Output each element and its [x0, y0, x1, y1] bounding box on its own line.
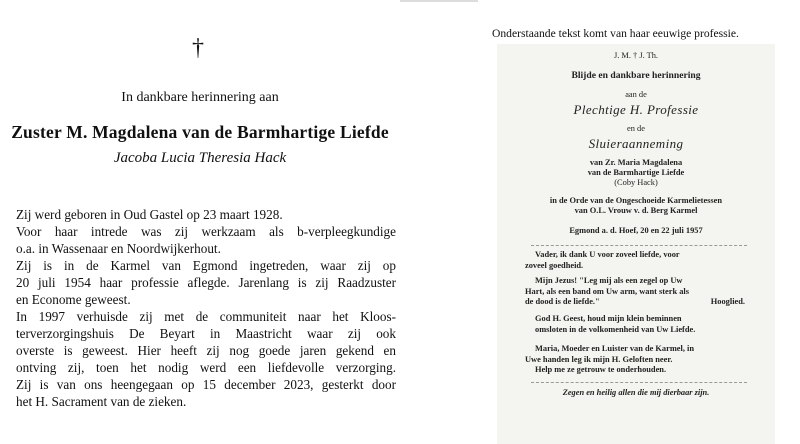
card-title-veil: Sluieraanneming — [588, 136, 684, 151]
biography — [16, 206, 396, 410]
card-aan-de: aan de — [625, 90, 647, 99]
card-prayer-spirit: God H. Geest, houd mijn klein beminnen omsloten in de volkomenheid van Uw Liefde. — [535, 314, 696, 334]
bio-line: het H. Sacrament van de zieken. — [16, 394, 187, 409]
card-closing-blessing: Zegen en heilig allen die mij dierbaar zijn. — [562, 388, 710, 397]
bio-line: Zij is in de Karmel van Egmond ingetreden, waar zij op — [16, 258, 396, 273]
card-prayer-mary: Maria, Moeder en Luister van de Karmel, in Uwe handen leg ik mijn H. Geloften neer. Help me ze getrouw te onderhouden. — [525, 344, 695, 374]
sister-name: Zuster M. Magdalena van de Barmhartige Liefde — [11, 122, 389, 142]
bio-line: 20 juli 1954 haar professie aflegde. Jarenlang is zij Raadzuster — [16, 275, 396, 290]
jmjth-monogram: J. M. † J. Th. — [613, 51, 659, 60]
card-order-line: van O.L. Vrouw v. d. Berg Karmel — [574, 206, 698, 215]
profession-note: Onderstaande tekst komt van haar eeuwige professie. — [492, 27, 739, 40]
card-person-line: van de Barmhartige Liefde — [587, 168, 685, 177]
bio-line: o.a. in Wassenaar en Noordwijkerhout. — [16, 241, 221, 256]
card-divider — [531, 382, 747, 383]
bio-line: ontving zij, toen het nodig werd een liefdevolle verzorging. — [16, 360, 396, 375]
civil-name: Jacoba Lucia Theresia Hack — [113, 150, 287, 166]
card-person-line: (Coby Hack) — [614, 178, 658, 187]
bio-line: overste is geweest. Hier heeft zij nog goede jaren gekend en — [16, 343, 396, 358]
card-title-profession: Plechtige H. Professie — [573, 102, 699, 117]
card-memory-line: Blijde en dankbare herinnering — [571, 70, 701, 81]
card-divider — [531, 245, 747, 246]
bio-line: In 1997 verhuisde zij met de communiteit naar het Kloos- — [16, 309, 396, 324]
card-prayer-father: Vader, ik dank U voor zoveel liefde, voor zoveel goedheid. — [525, 250, 680, 270]
profession-card-scan — [497, 44, 775, 444]
bio-line: en Econome geweest. — [16, 292, 131, 307]
bio-line: Zij werd geboren in Oud Gastel op 23 maart 1928. — [16, 207, 283, 222]
card-place-date: Egmond a. d. Hoef, 20 en 22 juli 1957 — [569, 226, 703, 235]
intro-text: In dankbare herinnering aan — [121, 90, 279, 105]
card-prayer-jesus: Mijn Jezus! "Leg mij als een zegel op Uw Hart, als een band om Uw arm, want sterk als de dood is de liefde." Hooglied. — [525, 276, 745, 306]
bio-line: terverzorgingshuis De Beyart in Maastricht waar zij ook — [16, 326, 396, 341]
cross-icon: † — [192, 35, 204, 61]
bio-line: Zij is van ons heengegaan op 15 december 2023, gesterkt door — [16, 377, 396, 392]
card-person-line: van Zr. Maria Magdalena — [589, 158, 683, 167]
bio-line: Voor haar intrede was zij werkzaam als b-verpleegkundige — [16, 224, 396, 239]
card-order-line: in de Orde van de Ongeschoeide Karmelietessen — [549, 196, 723, 205]
card-en-de: en de — [627, 124, 645, 133]
